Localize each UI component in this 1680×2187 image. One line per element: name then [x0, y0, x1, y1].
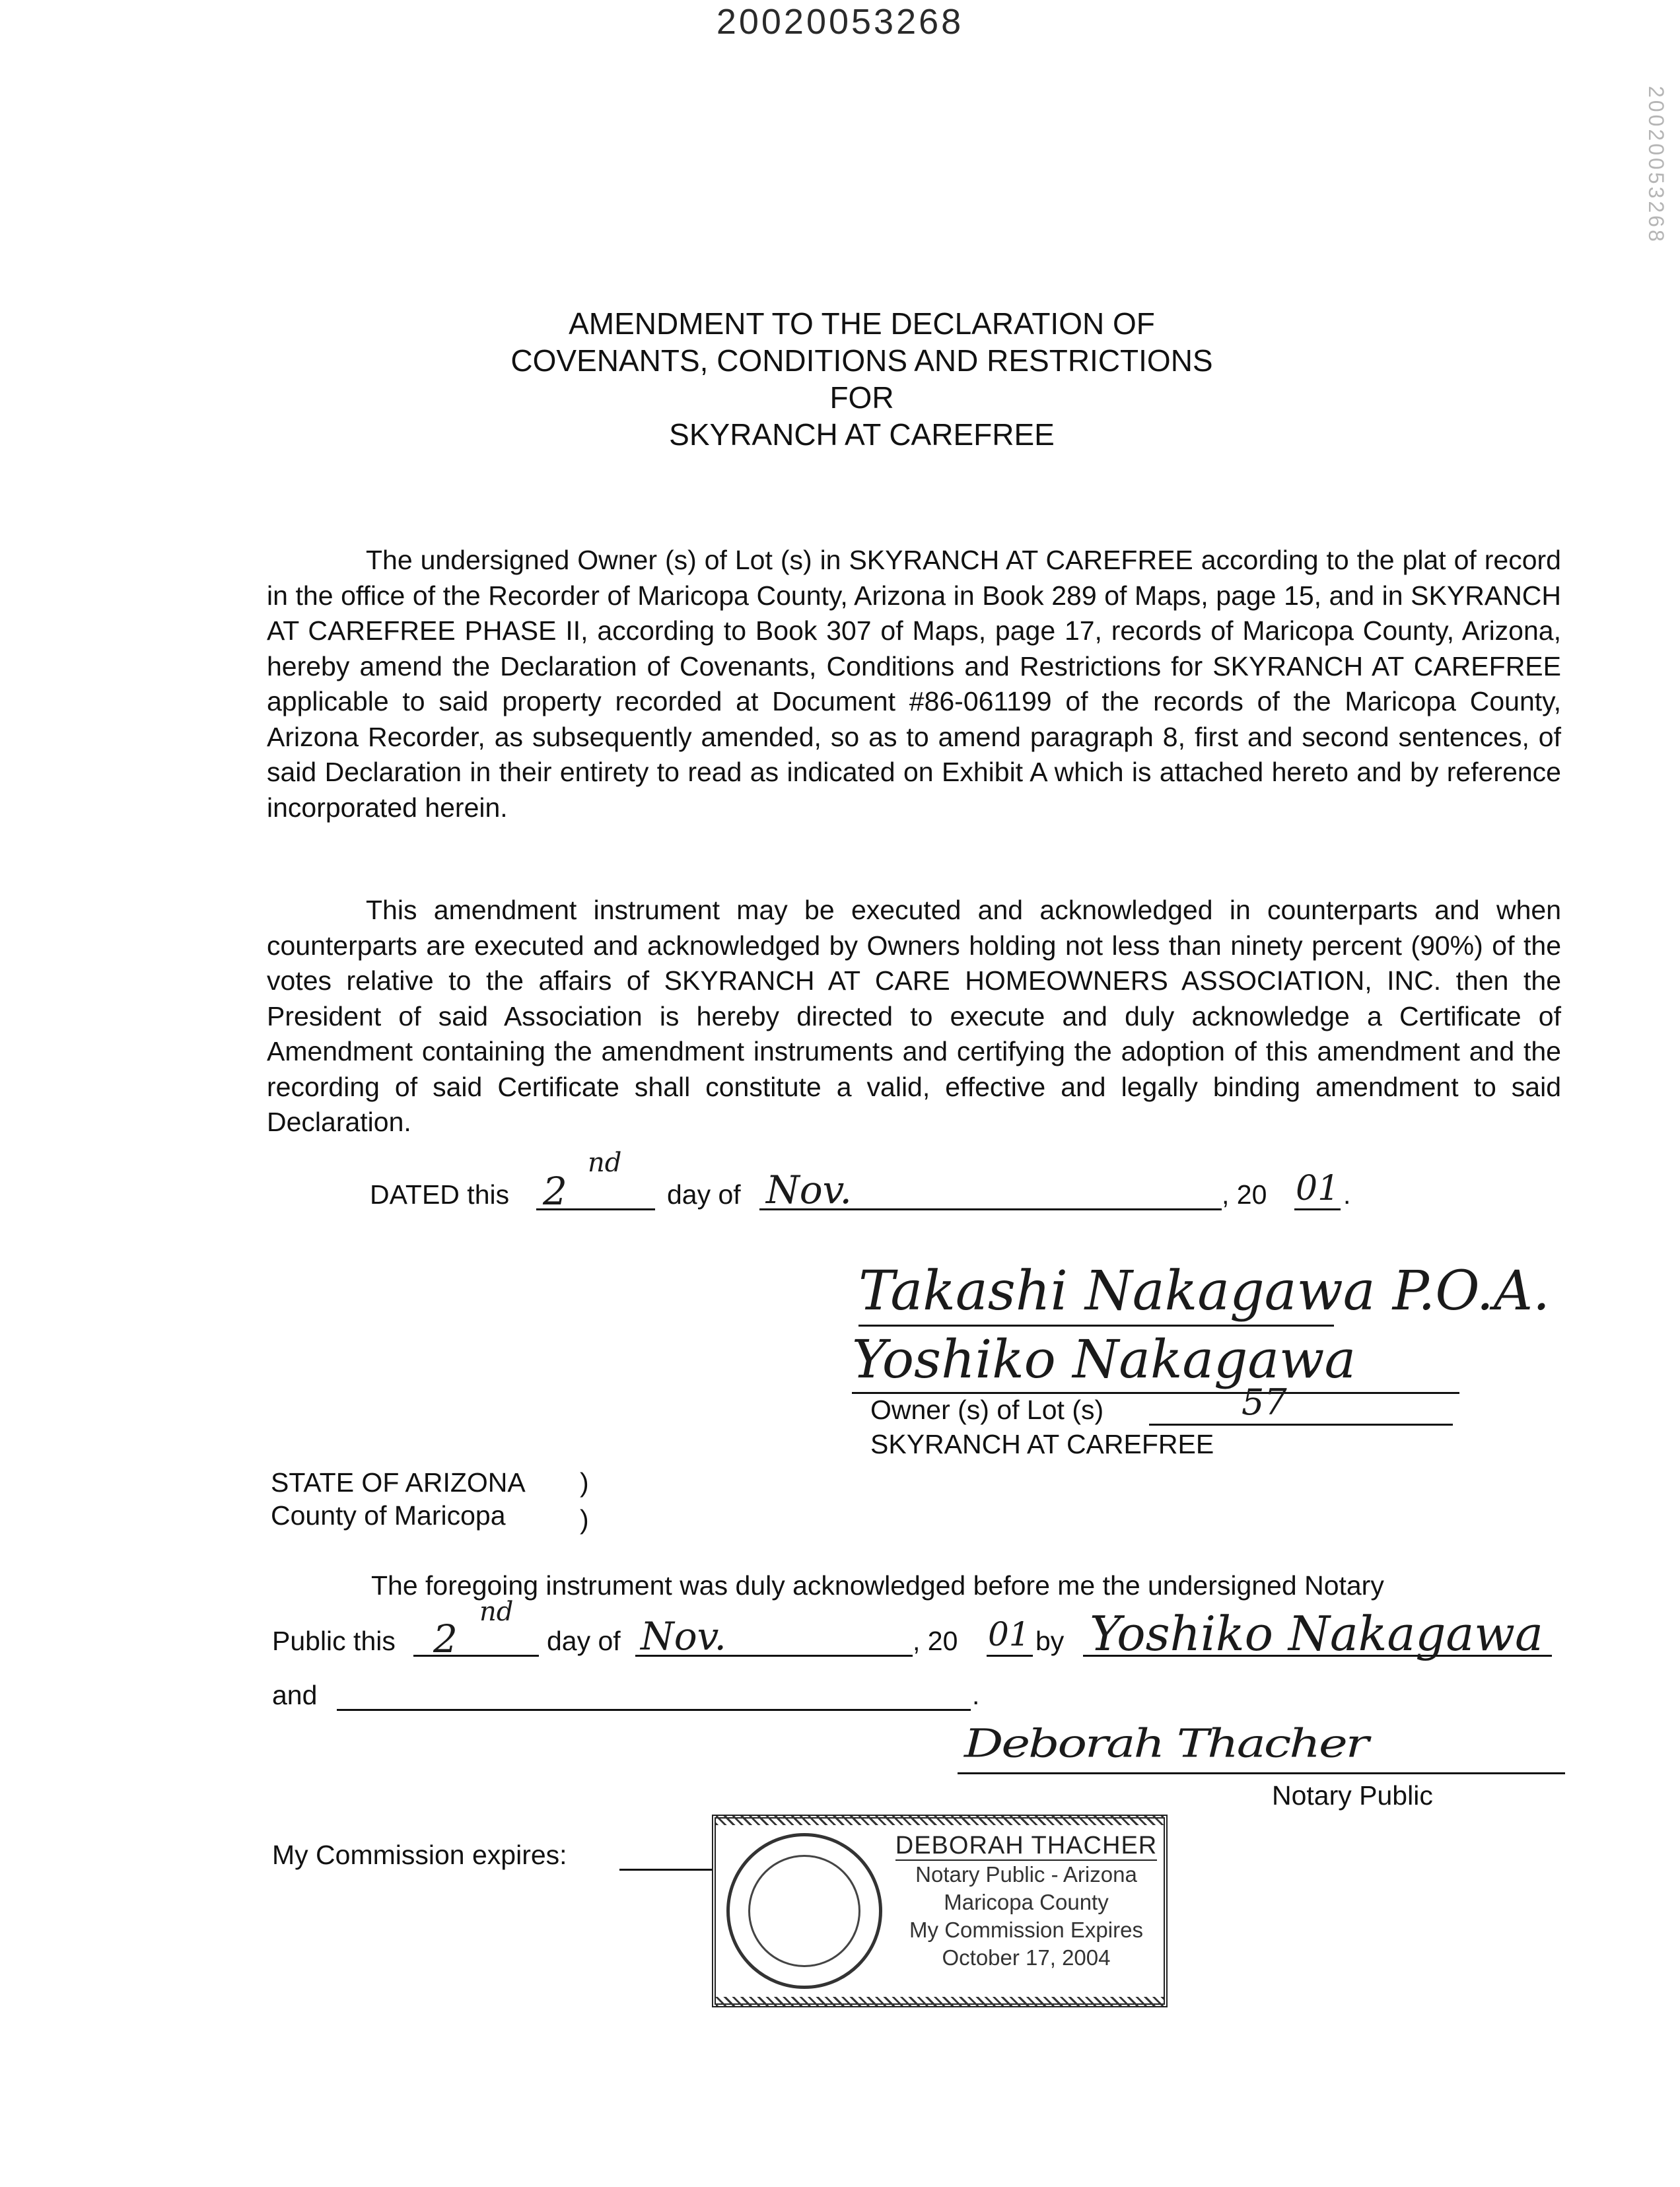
ack-and-blank — [337, 1709, 971, 1711]
venue-county-paren: ) — [580, 1504, 589, 1535]
owner-signature-2-line — [852, 1392, 1459, 1394]
ack-day-suffix: nd — [479, 1597, 514, 1627]
title-line-4: SKYRANCH AT CAREFREE — [669, 417, 1055, 452]
ack-day-of-label: day of — [547, 1626, 621, 1656]
venue-state: STATE OF ARIZONA — [271, 1467, 526, 1498]
owner-lot-handwritten: 57 — [1242, 1381, 1287, 1423]
seal-top-border — [716, 1816, 1164, 1825]
dated-day-handwritten: 2 — [543, 1169, 567, 1214]
dated-label: DATED this — [370, 1179, 510, 1210]
ack-year-prefix: , 20 — [913, 1626, 958, 1656]
commission-blank — [619, 1869, 718, 1871]
notary-seal-line-5: October 17, 2004 — [942, 1945, 1111, 1970]
owner-signature-1: Takashi Nakagawa P.O.A. — [858, 1260, 1551, 1323]
ack-by-label: by — [1035, 1626, 1065, 1656]
notary-signature-line — [958, 1772, 1565, 1774]
notary-seal-line-2: Notary Public - Arizona — [915, 1862, 1137, 1887]
venue-state-paren: ) — [580, 1467, 589, 1498]
document-title — [0, 305, 1680, 453]
owner-lot-label: Owner (s) of Lot (s) — [870, 1395, 1104, 1425]
ack-and-label: and — [272, 1680, 318, 1710]
ack-and-end: . — [972, 1680, 980, 1710]
notary-seal-text — [894, 1832, 1158, 1972]
ack-by-name-handwritten: Yoshiko Nakagawa — [1090, 1606, 1543, 1661]
owner-signature-1-line — [858, 1325, 1334, 1327]
ack-year-blank — [987, 1655, 1033, 1657]
paragraph-1-text: The undersigned Owner (s) of Lot (s) in SKYRANCH AT CAREFREE according to the plat of record in the office of the Recorder of Maricopa County, Arizona in Book 289 of Maps, page 15, and in SKYRANCH AT CAREFREE PHASE II, according to Book 307 of Maps, page 17, records of Maricopa County, Arizona, hereby amend the Declaration of Covenants, Conditions and Restrictions for SKYRANCH AT CAREFREE applicable to said property recorded at Document #86-061199 of the records of the Maricopa County, Arizona Recorder, as subsequently amended, so as to amend paragraph 8, first and second sentences, of said Declaration in their entirety to read as indicated on Exhibit A which is attached hereto and by reference incorporated herein. — [267, 545, 1561, 823]
ack-public-this: Public this — [272, 1626, 396, 1656]
dated-day-suffix: nd — [588, 1148, 622, 1178]
dated-day-of-label: day of — [667, 1179, 741, 1210]
seal-bottom-border — [716, 1997, 1164, 2006]
venue-county: County of Maricopa — [271, 1500, 506, 1531]
title-line-2: COVENANTS, CONDITIONS AND RESTRICTIONS — [510, 343, 1213, 378]
ack-day-handwritten: 2 — [433, 1616, 458, 1661]
owner-lot-blank — [1149, 1424, 1453, 1426]
commission-label: My Commission expires: — [272, 1840, 567, 1870]
notary-seal-line-4: My Commission Expires — [909, 1918, 1143, 1942]
document-number: 20020053268 — [716, 2, 964, 42]
owner-subdivision: SKYRANCH AT CAREFREE — [870, 1429, 1214, 1459]
dated-year-prefix: , 20 — [1222, 1179, 1267, 1210]
counterparts-paragraph — [267, 893, 1561, 1140]
notary-name: DEBORAH THACHER — [895, 1832, 1158, 1859]
dated-year-handwritten: 01 — [1296, 1169, 1340, 1208]
notary-seal-line-3: Maricopa County — [944, 1890, 1109, 1914]
title-line-3: FOR — [829, 380, 894, 415]
arizona-seal-inner-ring — [748, 1855, 860, 1967]
dated-month-handwritten: Nov. — [766, 1167, 852, 1212]
dated-end: . — [1343, 1179, 1351, 1210]
paragraph-2-text: This amendment instrument may be executed and acknowledged in counterparts and when counterparts are executed and acknowledged by Owners holding not less than ninety percent (90%) of the votes relative to the affairs of SKYRANCH AT CARE HOMEOWNERS ASSOCIATION, INC. then the President of said Association is hereby directed to execute and duly acknowledge a Certificate of Amendment containing the amendment instruments and certifying the adoption of this amendment and the recording of said Certificate shall constitute a valid, effective and legally binding amendment to said Declaration. — [267, 895, 1561, 1137]
ack-year-handwritten: 01 — [988, 1615, 1030, 1653]
notary-seal-stamp — [712, 1815, 1168, 2007]
dated-year-blank — [1294, 1208, 1341, 1210]
acknowledgment-line-1: The foregoing instrument was duly acknowledged before me the undersigned Notary — [371, 1570, 1384, 1601]
notary-signature: Deborah Thacher — [964, 1721, 1368, 1766]
title-line-1: AMENDMENT TO THE DECLARATION OF — [569, 306, 1155, 341]
ack-month-handwritten: Nov. — [641, 1614, 726, 1659]
arizona-seal-emblem — [726, 1833, 882, 1989]
ack-day-blank — [413, 1655, 539, 1657]
side-recording-stamp: 20020053268 — [1644, 86, 1668, 244]
owner-signature-2: Yoshiko Nakagawa — [852, 1329, 1356, 1390]
amendment-paragraph — [267, 543, 1561, 825]
notary-public-label: Notary Public — [1272, 1780, 1433, 1811]
